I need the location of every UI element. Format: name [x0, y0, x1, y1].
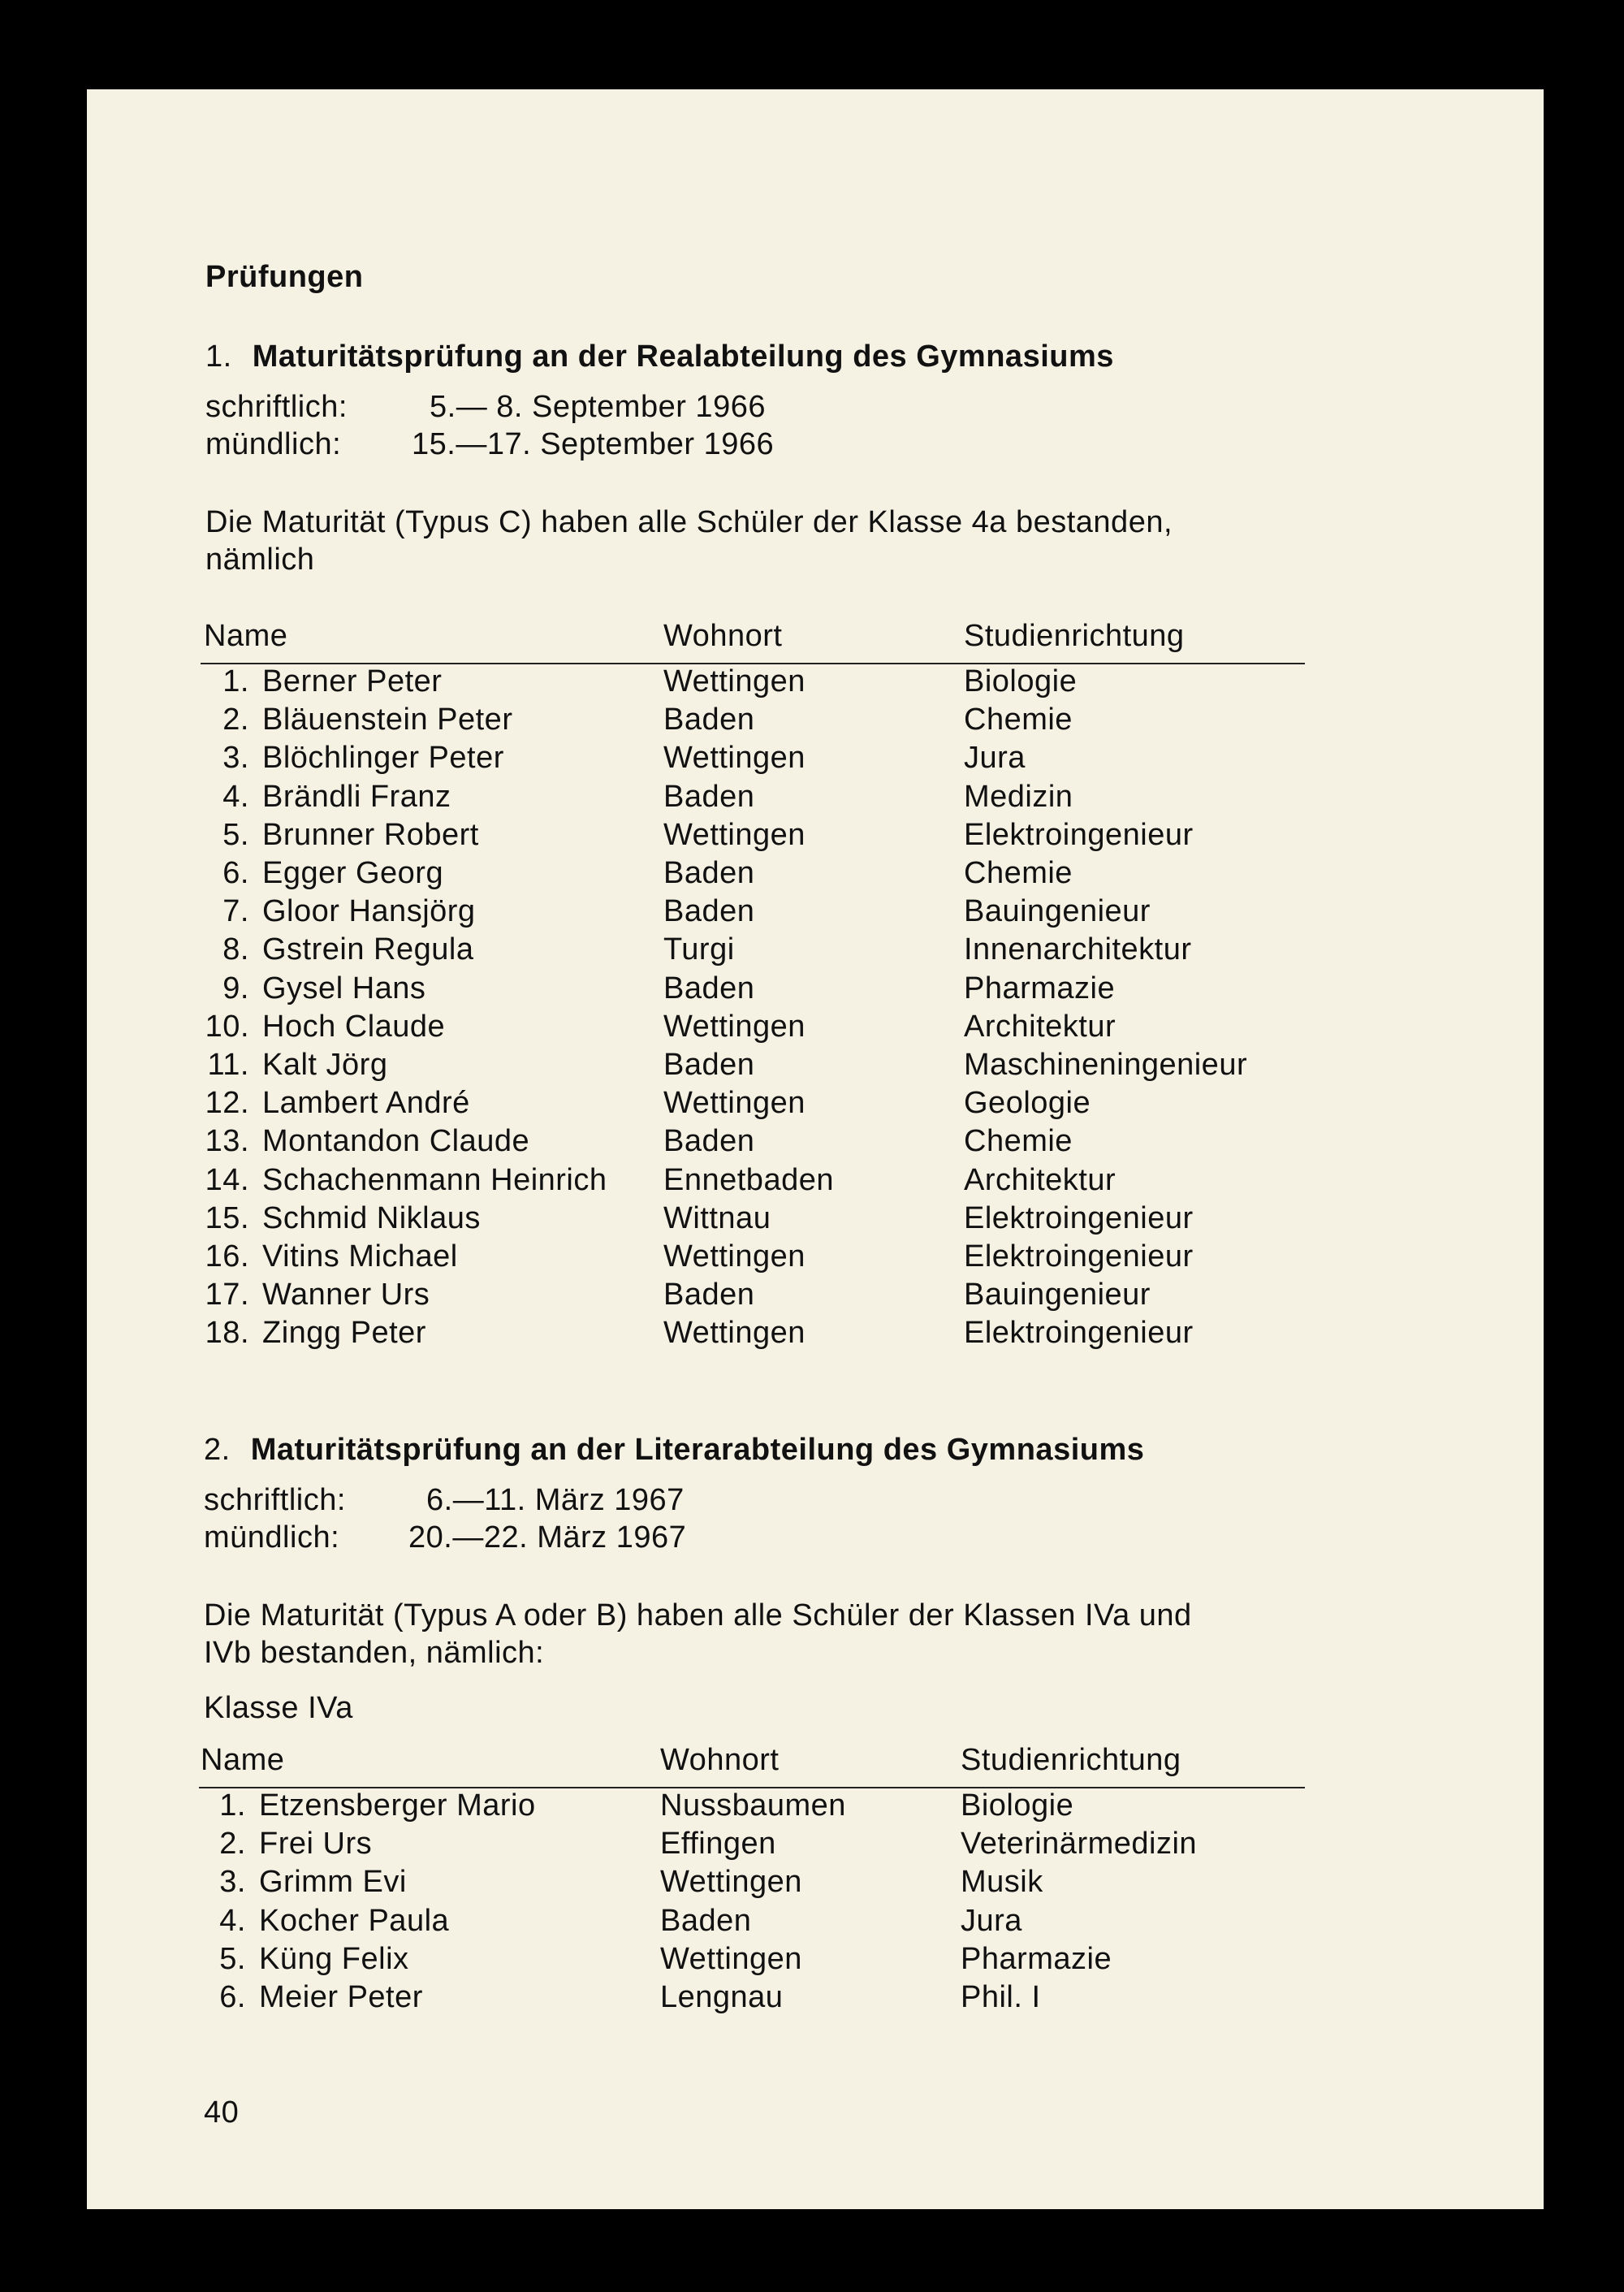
row-town: Baden: [663, 971, 755, 1005]
row-field: Elektroingenieur: [964, 1316, 1194, 1351]
row-town: Wettingen: [663, 1086, 806, 1121]
row-number: 5.: [219, 1941, 246, 1976]
section1-header-field: Studienrichtung: [964, 619, 1185, 653]
section2-header-town: Wohnort: [660, 1743, 780, 1777]
row-name: Gstrein Regula: [262, 932, 474, 967]
row-field: Innenarchitektur: [964, 932, 1192, 967]
row-name: Lambert André: [262, 1086, 470, 1121]
row-number: 6.: [219, 1980, 246, 2014]
row-field: Chemie: [964, 703, 1073, 737]
row-town: Baden: [663, 1278, 755, 1312]
row-number: 4.: [222, 779, 249, 814]
section2-intro-line1: Die Maturität (Typus A oder B) haben alle Schüler der Klassen IVa und: [204, 1598, 1192, 1633]
section2-title-text: Maturitätsprüfung an der Literarabteilung des Gymnasiums: [250, 1433, 1145, 1467]
row-number: 17.: [205, 1278, 249, 1312]
row-name: Küng Felix: [259, 1941, 409, 1976]
section2-intro-line2: IVb bestanden, nämlich:: [204, 1636, 545, 1670]
section2-header-name: Name: [201, 1743, 285, 1777]
section2-title: [204, 1433, 1144, 1468]
row-field: Phil. I: [961, 1980, 1041, 2014]
row-number: 6.: [222, 856, 249, 890]
row-number: 13.: [205, 1124, 249, 1159]
row-name: Montandon Claude: [262, 1124, 530, 1159]
row-town: Baden: [663, 703, 755, 737]
section1-header-name: Name: [204, 619, 288, 653]
row-field: Geologie: [964, 1086, 1091, 1121]
row-name: Grimm Evi: [259, 1865, 407, 1900]
row-town: Nussbaumen: [660, 1788, 846, 1823]
row-name: Wanner Urs: [262, 1278, 430, 1312]
row-name: Kocher Paula: [259, 1903, 450, 1938]
section2-class-label: Klasse IVa: [204, 1691, 353, 1725]
row-number: 11.: [207, 1048, 249, 1082]
row-field: Chemie: [964, 1124, 1073, 1159]
section1-written-dates: 5.— 8. September 1966: [430, 390, 766, 424]
row-field: Jura: [961, 1903, 1022, 1938]
row-town: Wettingen: [663, 1316, 806, 1351]
row-town: Wettingen: [663, 817, 806, 852]
page-number: 40: [204, 2095, 240, 2130]
row-number: 16.: [205, 1239, 249, 1274]
row-town: Ennetbaden: [663, 1162, 834, 1197]
row-number: 14.: [205, 1162, 249, 1197]
row-town: Wettingen: [660, 1865, 802, 1900]
row-name: Vitins Michael: [262, 1239, 458, 1274]
row-field: Elektroingenieur: [964, 817, 1194, 852]
row-field: Bauingenieur: [964, 1278, 1151, 1312]
row-name: Brunner Robert: [262, 817, 479, 852]
row-name: Gloor Hansjörg: [262, 894, 476, 929]
section1-header-town: Wohnort: [663, 619, 783, 653]
section1-intro-line2: nämlich: [205, 543, 315, 577]
row-town: Baden: [660, 1903, 752, 1938]
row-name: Kalt Jörg: [262, 1048, 388, 1082]
row-name: Egger Georg: [262, 856, 444, 890]
row-name: Berner Peter: [262, 664, 443, 698]
row-field: Pharmazie: [961, 1941, 1112, 1976]
row-town: Baden: [663, 856, 755, 890]
row-number: 10.: [205, 1009, 249, 1044]
row-field: Biologie: [964, 664, 1078, 698]
document-page: [87, 89, 1544, 2209]
row-name: Etzensberger Mario: [259, 1788, 536, 1823]
row-name: Meier Peter: [259, 1980, 423, 2014]
row-name: Brändli Franz: [262, 779, 451, 814]
row-town: Wittnau: [663, 1200, 771, 1235]
row-town: Wettingen: [663, 741, 806, 776]
row-field: Jura: [964, 741, 1026, 776]
row-field: Musik: [961, 1865, 1043, 1900]
row-field: Biologie: [961, 1788, 1074, 1823]
row-town: Wettingen: [663, 664, 806, 698]
row-field: Chemie: [964, 856, 1073, 890]
row-number: 3.: [222, 741, 249, 776]
section1-intro-line1: Die Maturität (Typus C) haben alle Schüler der Klasse 4a bestanden,: [205, 505, 1173, 539]
row-number: 4.: [219, 1903, 246, 1938]
row-town: Wettingen: [663, 1239, 806, 1274]
row-town: Baden: [663, 1124, 755, 1159]
page-heading: Prüfungen: [205, 260, 364, 294]
row-field: Architektur: [964, 1162, 1116, 1197]
row-name: Blöchlinger Peter: [262, 741, 504, 776]
row-name: Schmid Niklaus: [262, 1200, 481, 1235]
row-field: Elektroingenieur: [964, 1239, 1194, 1274]
row-field: Veterinärmedizin: [961, 1827, 1198, 1862]
row-number: 7.: [222, 894, 249, 929]
row-number: 15.: [205, 1200, 249, 1235]
row-number: 8.: [222, 932, 249, 967]
row-name: Bläuenstein Peter: [262, 703, 513, 737]
row-field: Elektroingenieur: [964, 1200, 1194, 1235]
section1-oral-dates: 15.—17. September 1966: [412, 427, 775, 461]
row-town: Lengnau: [660, 1980, 784, 2014]
row-name: Gysel Hans: [262, 971, 426, 1005]
row-number: 2.: [222, 703, 249, 737]
row-town: Turgi: [663, 932, 735, 967]
row-number: 1.: [219, 1788, 246, 1823]
row-number: 3.: [219, 1865, 246, 1900]
row-field: Medizin: [964, 779, 1073, 814]
section2-written-label: schriftlich:: [204, 1483, 346, 1517]
row-number: 5.: [222, 817, 249, 852]
row-town: Baden: [663, 1048, 755, 1082]
section1-written-label: schriftlich:: [205, 390, 348, 424]
section2-oral-dates: 20.—22. März 1967: [408, 1520, 687, 1555]
row-town: Wettingen: [660, 1941, 802, 1976]
row-town: Baden: [663, 779, 755, 814]
row-name: Frei Urs: [259, 1827, 373, 1862]
row-field: Pharmazie: [964, 971, 1116, 1005]
section2-number: 2.: [204, 1433, 231, 1467]
row-field: Architektur: [964, 1009, 1116, 1044]
section1-number: 1.: [205, 339, 232, 374]
row-field: Maschineningenieur: [964, 1048, 1248, 1082]
row-town: Baden: [663, 894, 755, 929]
row-name: Hoch Claude: [262, 1009, 446, 1044]
section2-header-field: Studienrichtung: [961, 1743, 1181, 1777]
row-number: 9.: [222, 971, 249, 1005]
section1-title: [205, 339, 1114, 374]
row-town: Wettingen: [663, 1009, 806, 1044]
row-number: 12.: [205, 1086, 249, 1121]
section2-oral-label: mündlich:: [204, 1520, 340, 1555]
row-number: 2.: [219, 1827, 246, 1862]
row-field: Bauingenieur: [964, 894, 1151, 929]
row-name: Schachenmann Heinrich: [262, 1162, 607, 1197]
section2-written-dates: 6.—11. März 1967: [426, 1483, 685, 1517]
section1-title-text: Maturitätsprüfung an der Realabteilung des Gymnasiums: [252, 339, 1114, 374]
row-name: Zingg Peter: [262, 1316, 426, 1351]
section1-oral-label: mündlich:: [205, 427, 342, 461]
row-number: 18.: [205, 1316, 249, 1351]
row-number: 1.: [222, 664, 249, 698]
row-town: Effingen: [660, 1827, 776, 1862]
